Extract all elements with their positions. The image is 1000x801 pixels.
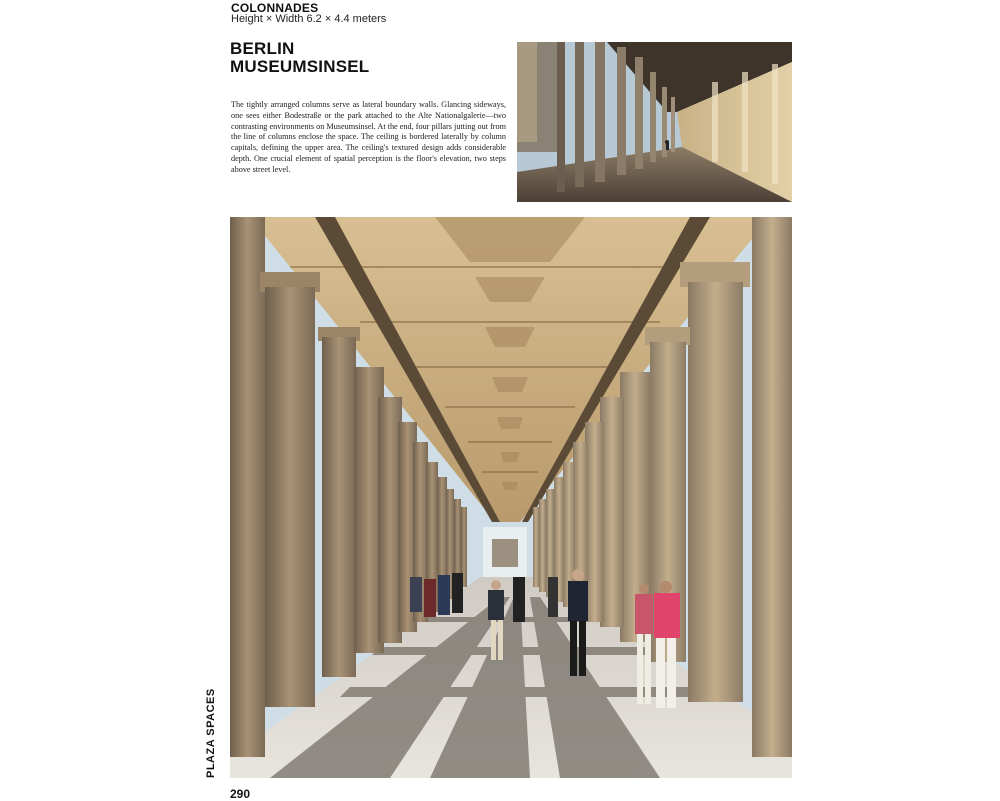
colonnade-perspective-photo [230,217,792,778]
page-title [230,40,369,76]
dimensions-caption: Height × Width 6.2 × 4.4 meters [231,13,387,25]
colonnade-side-view-photo [517,42,792,202]
section-side-label: PLAZA SPACES [205,688,217,778]
title-line-1: BERLIN [230,39,295,58]
page-number: 290 [230,787,251,801]
section-title: COLONNADES [231,1,319,15]
body-paragraph: The tightly arranged columns serve as lateral boundary walls. Glancing sideways, one sees either Bodestraße or the park attached to the Alte Nationalgalerie—two contrasting environments on Museumsinsel. At the end, four pillars jutting out from the line of columns enclose the space. The ceiling is bordered laterally by column capitals, defining the upper area. The ceiling's textured design adds considerable depth. One crucial element of spatial perception is the floor's elevation, two steps above street level. [231,100,506,174]
title-line-2: MUSEUMSINSEL [230,57,370,76]
